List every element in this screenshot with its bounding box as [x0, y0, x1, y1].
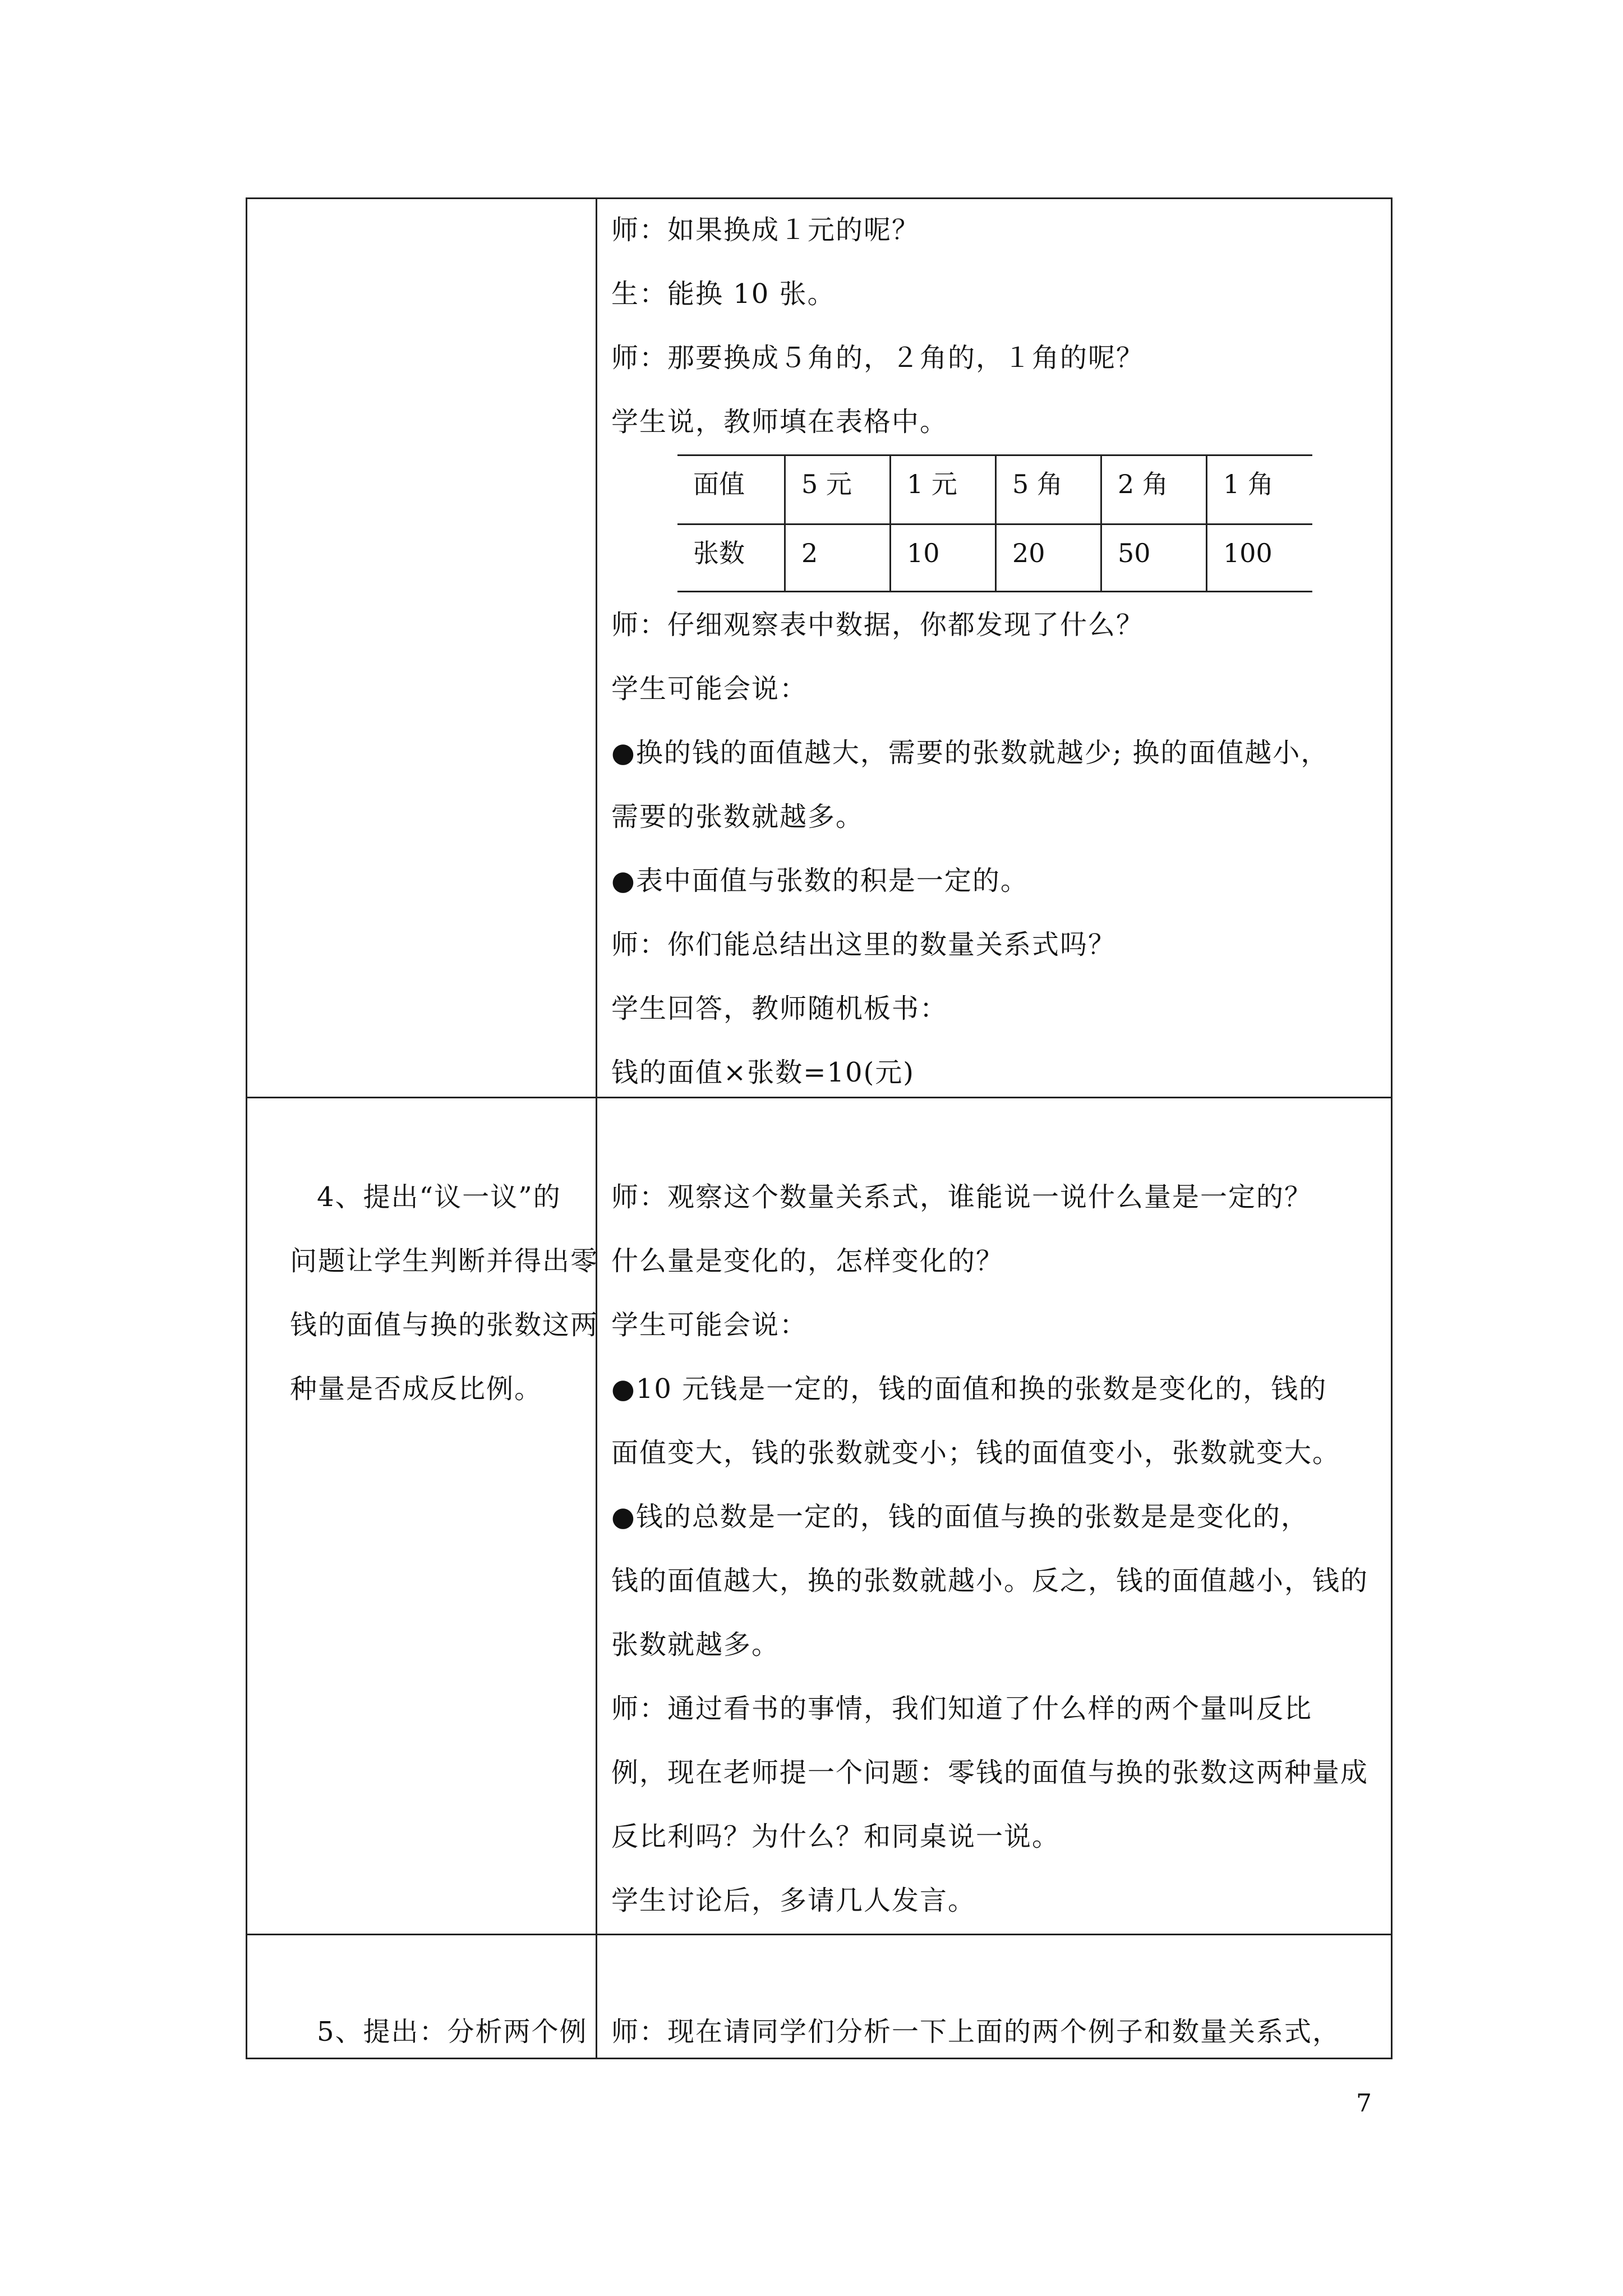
bullet-continuation: 需要的张数就越多。	[611, 801, 864, 832]
step-description: 钱的面值与换的张数这两	[290, 1309, 599, 1341]
row-divider	[247, 1097, 1391, 1098]
bullet-continuation: 张数就越多。	[611, 1629, 780, 1660]
bullet-line: ●换的钱的面值越大，需要的张数就越少; 换的面值越小，	[611, 737, 1329, 769]
bullet-line: ●10 元钱是一定的，钱的面值和换的张数是变化的，钱的	[611, 1373, 1327, 1405]
step-description: 种量是否成反比例。	[290, 1373, 543, 1405]
dialogue-line: 师：现在请同学们分析一下上面的两个例子和数量关系式，	[611, 2016, 1341, 2047]
table-cell: 1 元	[889, 456, 995, 523]
table-cell: 5 元	[784, 456, 889, 523]
dialogue-line: 学生可能会说：	[611, 673, 808, 705]
table-row	[677, 456, 1312, 523]
table-cell: 20	[995, 525, 1100, 592]
dialogue-line: 生：能换 10 张。	[611, 278, 836, 310]
dialogue-line: 学生讨论后，多请几人发言。	[611, 1885, 976, 1916]
dialogue-line: 师：你们能总结出这里的数量关系式吗？	[611, 929, 1117, 960]
dialogue-line: 学生说，教师填在表格中。	[611, 406, 948, 438]
dialogue-line: 师：通过看书的事情，我们知道了什么样的两个量叫反比	[611, 1693, 1313, 1724]
bullet-line: ●钱的总数是一定的，钱的面值与换的张数是是变化的，	[611, 1501, 1309, 1533]
column-divider	[596, 199, 597, 2058]
table-header-cell: 张数	[693, 538, 745, 568]
dialogue-line: 师：仔细观察表中数据，你都发现了什么？	[611, 609, 1145, 641]
table-cell: 10	[889, 525, 995, 592]
step-description: 5、提出：分析两个例	[317, 2016, 588, 2047]
page-number: 7	[1356, 2089, 1372, 2118]
dialogue-line: 例，现在老师提一个问题：零钱的面值与换的张数这两种量成	[611, 1757, 1369, 1788]
step-description: 4、提出“议一议”的	[317, 1181, 561, 1213]
row-divider	[247, 1934, 1391, 1935]
bullet-continuation: 面值变大，钱的张数就变小；钱的面值变小，张数就变大。	[611, 1437, 1341, 1469]
table-cell: 100	[1206, 525, 1312, 592]
dialogue-line: 学生可能会说：	[611, 1309, 808, 1341]
table-cell: 5 角	[995, 456, 1100, 523]
table-header-cell: 面值	[693, 469, 745, 499]
table-cell: 2	[784, 525, 889, 592]
dialogue-line: 师：如果换成１元的呢？	[611, 214, 920, 246]
bullet-continuation: 钱的面值越大，换的张数就越小。反之，钱的面值越小，钱的	[611, 1565, 1369, 1596]
dialogue-line: 学生回答，教师随机板书：	[611, 993, 948, 1024]
table-row	[677, 523, 1312, 592]
dialogue-line: 反比利吗？为什么？和同桌说一说。	[611, 1821, 1061, 1852]
step-description: 问题让学生判断并得出零	[290, 1245, 599, 1277]
dialogue-line: 什么量是变化的，怎样变化的？	[611, 1245, 1004, 1277]
table-cell: 50	[1100, 525, 1206, 592]
dialogue-line: 师：那要换成５角的，２角的，１角的呢？	[611, 342, 1145, 374]
denomination-table	[677, 454, 1312, 592]
bullet-line: ●表中面值与张数的积是一定的。	[611, 865, 1029, 896]
formula-line: 钱的面值×张数=10(元)	[611, 1057, 915, 1088]
table-cell: 1 角	[1206, 456, 1312, 523]
dialogue-line: 师：观察这个数量关系式，谁能说一说什么量是一定的？	[611, 1181, 1313, 1213]
table-cell: 2 角	[1100, 456, 1206, 523]
